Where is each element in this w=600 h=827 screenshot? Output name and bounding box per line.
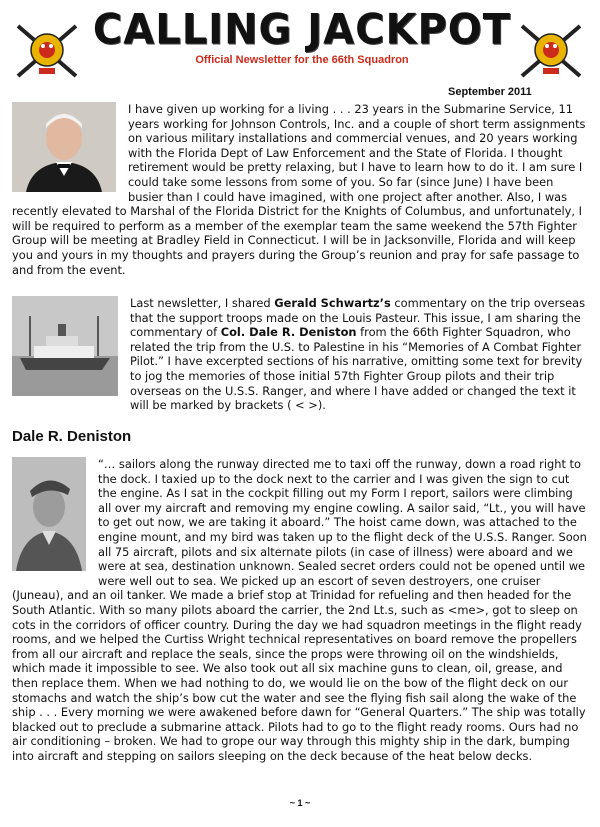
- deniston-photo: [12, 457, 86, 571]
- author-photo: [12, 102, 116, 192]
- intro-paragraph: I have given up working for a living . . . 23 years in the Submarine Service, 11 years working for Johnson Controls, Inc. and a couple of short term assignments on various military installations and commercial venues, and 20 years working with the Florida Dept of Law Enforcement and the State of Florida. I thought retirement would be pretty relaxing, but I have to learn how to do it. I am sure I could take some lessons from some of you. So far (since June) I have been busier than I could have imagined, with one project after another. Also, I was recently elevated to Marshal of the Florida District for the Knights of Columbus, and unfortunately, I will be required to perform as a member of the exemplar team the same weekend the 57th Fighter Group will be meeting at Bradley Field in Connecticut. I will be in Jacksonville, Florida and will keep you and yours in my thoughts and prayers during the Group’s reunion and pray for safe passage to and from the event.: [12, 102, 586, 277]
- author-name-schwartz: Gerald Schwartz’s: [274, 296, 391, 310]
- author-name-deniston: Col. Dale R. Deniston: [220, 325, 357, 340]
- squadron-emblem-icon: [12, 20, 82, 80]
- newsletter-subtitle: Official Newsletter for the 66th Squadron: [195, 54, 409, 66]
- issue-date: September 2011: [448, 86, 532, 98]
- commentary-paragraph: Last newsletter, I shared Gerald Schwartz’s commentary on the trip overseas that the support troops made on the Louis Pasteur. This issue, I am sharing the commentary of Col. Dale R. Deniston from the 66th Fighter Squadron, who related the trip from the U.S. to Palestine in his “Memories of A Combat Fighter Pilot.” I have excerpted sections of his narrative, omitting some text for brevity to jog the memories of those initial 57th Fighter Group pilots and their trip overseas on the U.S.S. Ranger, and where I have added or changed the text it will be marked by brackets ( < >).: [130, 296, 586, 413]
- commentary-intro: [12, 296, 588, 413]
- squadron-emblem-icon: [516, 20, 586, 80]
- ship-photo: [12, 296, 118, 396]
- masthead: [0, 0, 600, 80]
- deniston-narrative: [12, 457, 588, 763]
- narrative-paragraph: “… sailors along the runway directed me to taxi off the runway, down a road right to the dock. I taxied up to the dock next to the carrier and I was given the sign to cut the engine. As I sat in the cockpit filling out my Form I report, sailors were climbing all over my aircraft and removing my engine cowling. A sailor said, “Lt., you will have to get out now, we are taking it aboard.” The hoist came down, was attached to the engine mount, and my bird was taken up to the flight deck of the U.S.S. Ranger. Soon all 75 aircraft, pilots and six alternate pilots (in case of illness) were aboard and we were at sea, destination unknown. Sealed secret orders could not be opened until we were well out to sea. We picked up an escort of seven destroyers, one cruiser (Juneau), and an oil tanker. We made a brief stop at Trinidad for refueling and then headed for the South Atlantic. With so many pilots aboard the carrier, the 2nd Lt.s, such as <me>, got to sleep on cots in the corridors of officer country. During the day we had squadron meetings in the flight ready rooms, and we helped the Curtiss Wright technical representatives on board remove the propellers from all our aircraft and replace the seals, since the props were throwing oil on the windshields, which made it impossible to see. We also took out all six machine guns to clean, oil, grease, and then replace them. When we had nothing to do, we would lie on the bow of the flight deck on our stomachs and watch the ship’s bow cut the water and see the flying fish sail along the wake of the ship . . . Every morning we were awakened before dawn for “General Quarters.” The ship was totally blacked out to preclude a submarine attack. Pilots had to go to the flight ready rooms. Ours had no air conditioning – broken. We had to grope our way through this mighty ship in the dark, bumping into aircraft and stepping on sailors sleeping on the deck because of the heat below decks.: [12, 457, 587, 763]
- section-heading: Dale R. Deniston: [12, 428, 132, 445]
- newsletter-title: CALLING JACKPOT: [92, 5, 512, 55]
- page-number: ~ 1 ~: [289, 798, 311, 808]
- intro-article: [12, 102, 588, 277]
